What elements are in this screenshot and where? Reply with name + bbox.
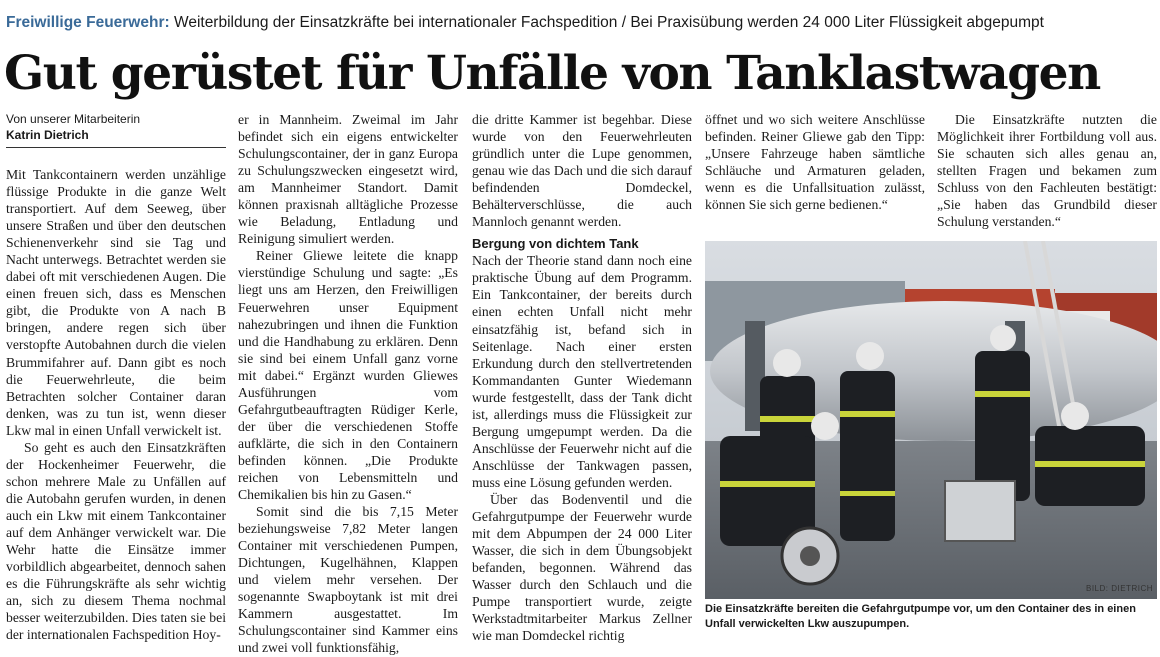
photo-caption: Die Einsatzkräfte bereiten die Gefahrgutpumpe vor, um den Container des in einen Unfall verwickelten Lkw auszupumpen.	[705, 603, 1136, 630]
byline-intro: Von unserer Mitarbeiterin	[6, 112, 141, 126]
byline-author: Katrin Dietrich	[6, 128, 89, 142]
kicker-text: Weiterbildung der Einsatzkräfte bei internationaler Fachspedition / Bei Praxisübung werden 24 000 Liter Flüssigkeit abgepumpt	[173, 14, 1044, 31]
photo-illustration	[705, 241, 1157, 599]
paragraph: Reiner Gliewe leitete die knapp vierstündige Schulung und sagte: „Es liegt uns am Herzen, den Freiwilligen Feuerwehren unser Equipment nahezubringen und ihnen die Funktion und die Handhabung zu erklären. Denn sie sind bei einem Unfall ganz vorne mit dabei.“ Ergänzt wurden Gliewes Ausführungen vom Gefahrgutbeauftragten Rüdiger Kerle, der über die verschiedenen Stoffe aufklärte, die sich in den Containern befinden können. „Die Produkte reichen von Lebensmitteln und Chemikalien bis hin zu Gasen.“	[238, 248, 458, 503]
paragraph: Mit Tankcontainern werden unzählige flüssige Produkte in die ganze Welt transportiert. Auf dem Seeweg, über unsere Straßen und über den deutschen Schienenverkehr sind sie Tag und Nacht unterwegs. Betrachtet werden sie dabei oft mit verschiedenen Augen. Die einen freuen sich, dass es Menschen gibt, die Produkte von A nach B bringen, andere regen sich über verstopfte Autobahnen durch die vielen Brummifahrer auf. Dann gibt es noch die Feuerwehrleute, die beim Betrachten solcher Container daran denken, was zu tun ist, wenn dieser Lkw mal in einen Unfall verwickelt ist.	[6, 167, 226, 438]
article-column-1	[6, 111, 226, 643]
paragraph: öffnet und wo sich weitere Anschlüsse befinden. Reiner Gliewe gab den Tipp: „Unsere Fahrzeuge haben sämtliche Schläuche und Armaturen geladen, wenn es die Unfallsituation zulässt, können Sie sich gerne bedienen.“	[705, 112, 925, 213]
subheading: Bergung von dichtem Tank	[472, 236, 639, 252]
kicker-label: Freiwillige Feuerwehr:	[6, 14, 170, 31]
paragraph: er in Mannheim. Zweimal im Jahr befindet sich ein eigens entwickelter Schulungscontainer, der in ganz Europa zu Schulungszwecken eingesetzt wird, am Mannheimer Standort. Damit können praxisnah alltägliche Prozesse wie Beladung, Entladung und Reinigung simuliert werden.	[238, 112, 458, 247]
byline-divider	[6, 147, 226, 148]
article-column-2	[238, 111, 458, 657]
photo-credit: BILD: DIETRICH	[1085, 584, 1153, 593]
paragraph: Über das Bodenventil und die Gefahrgutpumpe der Feuerwehr wurde mit dem Abpumpen der 24 000 Liter Wasser, die sich in dem Übungsobjekt befanden, begonnen. Während das Wasser durch den Schlauch und die Pumpe transportiert wurde, zeigte Werkstadtmitarbeiter Markus Zellner wie man Domdeckel richtig	[472, 491, 692, 644]
kicker	[6, 14, 1156, 32]
article-column-3	[472, 111, 692, 644]
byline	[6, 111, 226, 147]
paragraph: So geht es auch den Einsatzkräften der Hockenheimer Feuerwehr, die schon mehrere Male zu Unfällen auf die Autobahn gerufen wurden, in denen auch ein Lkw mit einem Tankcontainer auf dem Anhänger verwickelt war. Die Wehr hatte die Einsätze immer vorbildlich abgearbeitet, dennoch sahen es die Führungskräfte als sehr wichtig an, sich zu diesem Thema nochmal besser weiterzubilden. Dies taten sie bei der internationalen Fachspedition Hoy-	[6, 439, 226, 643]
paragraph: Somit sind die bis 7,15 Meter beziehungsweise 7,82 Meter langen Container mit verschiedenen Pumpen, Dichtungen, Kugelhähnen, Klappen und vielem mehr versehen. Der sogenannte Swapboytank ist mit drei Kammern ausgestattet. Im Schulungscontainer sind Kammer eins und zwei voll funktionsfähig,	[238, 504, 458, 656]
paragraph: Die Einsatzkräfte nutzten die Möglichkeit ihrer Fortbildung voll aus. Sie schauten sich alles genau an, stellten Fragen und bekamen zum Schluss von den Fachleuten bestätigt: „Sie haben das Grundbild dieser Schulung verstanden.“	[937, 112, 1157, 230]
paragraph: Nach der Theorie stand dann noch eine praktische Übung auf dem Programm. Ein Tankcontainer, der bereits durch einen echten Unfall nicht mehr einsatzfähig ist, befand sich in Seitenlage. Nach einer ersten Erkundung durch den stellvertretenden Kommandanten Gunter Wiedemann wurde festgestellt, dass der Tank dicht ist, allerdings muss die Flüssigkeit zur Bergung umgepumpt werden. Da die Anschlüsse der Feuerwehr nicht auf die Anschlüsse der Tankwagen passen, muss eine Lösung gefunden werden.	[472, 253, 692, 490]
news-photo	[705, 241, 1157, 599]
article-column-5	[937, 111, 1157, 230]
headline: Gut gerüstet für Unfälle von Tanklastwagen	[4, 46, 1100, 101]
article-column-4	[705, 111, 925, 213]
paragraph: die dritte Kammer ist begehbar. Diese wurde von den Feuerwehrleuten gründlich unter die Lupe genommen, genau wie das Dach und die sich darauf befindenden Domdeckel, Behälterverschlüsse, die auch Mannloch genannt werden.	[472, 112, 692, 230]
